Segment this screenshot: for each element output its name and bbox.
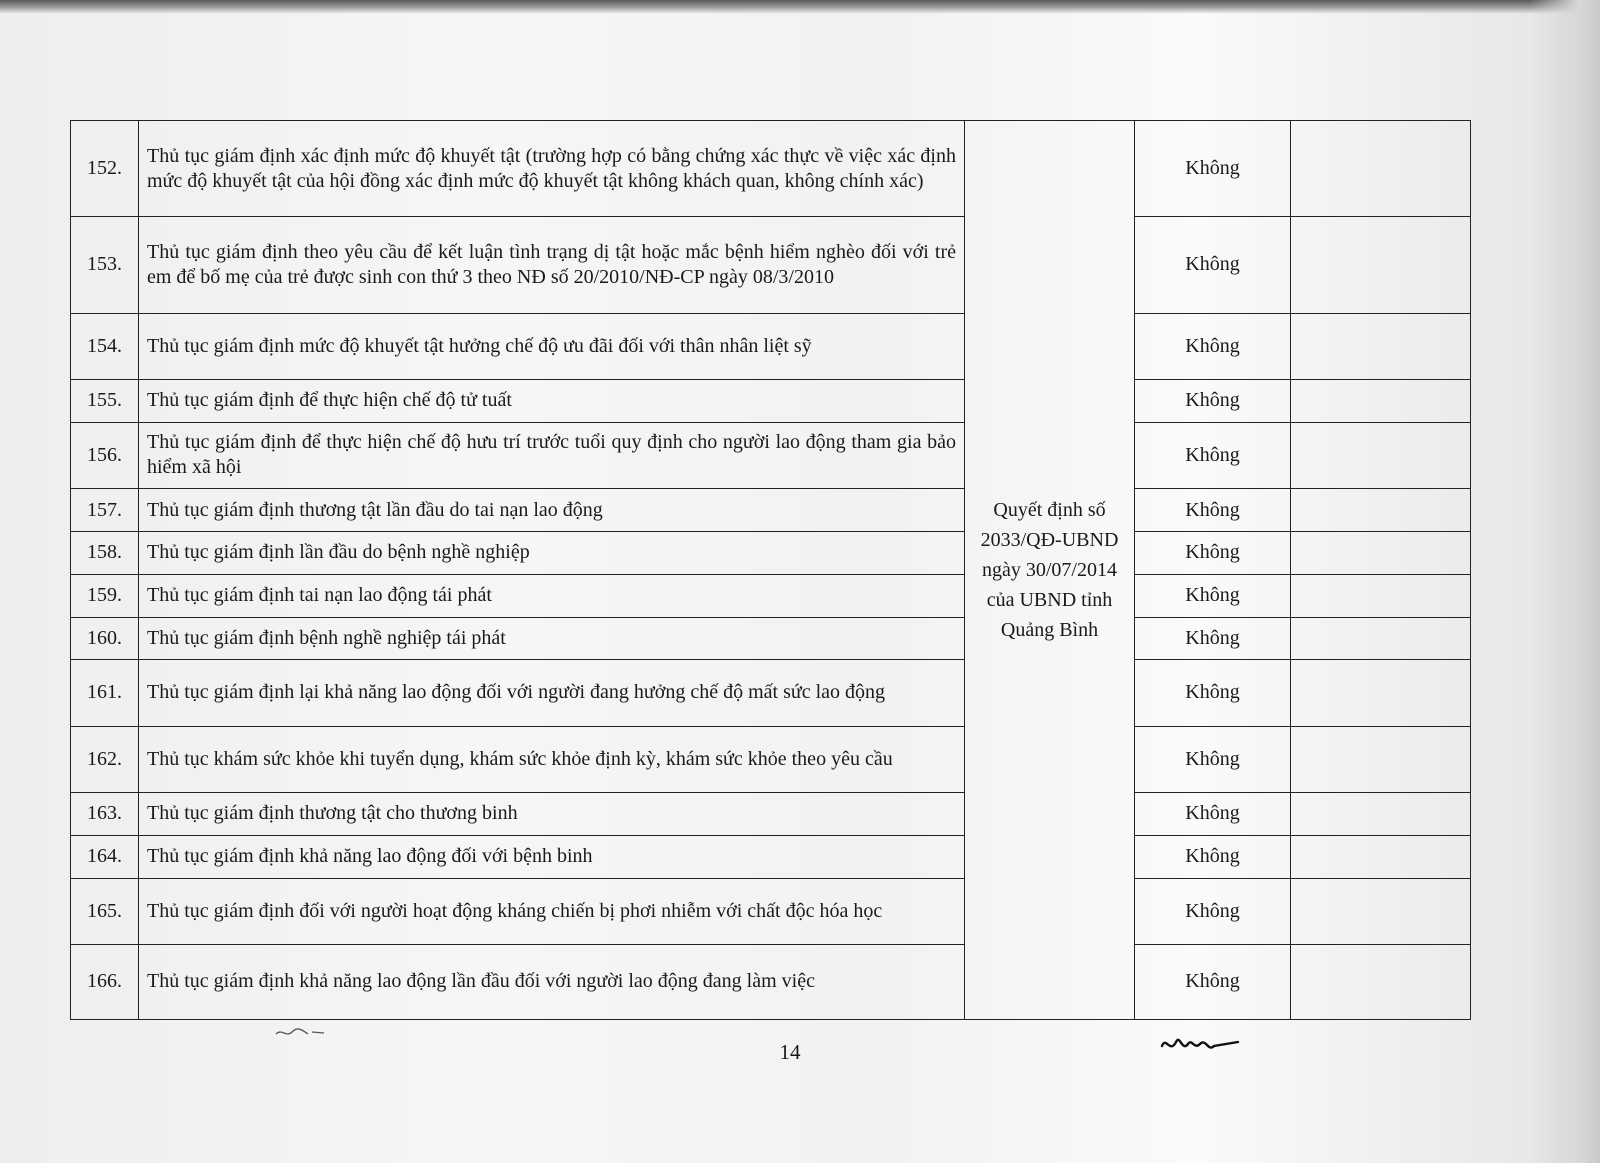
table-row xyxy=(71,379,1471,422)
procedure-name: Thủ tục giám định thương tật lần đầu do tai nạn lao động xyxy=(139,489,965,532)
row-number: 162. xyxy=(71,726,139,792)
table-row xyxy=(71,489,1471,532)
row-number: 164. xyxy=(71,835,139,878)
decision-line: Quyết định số xyxy=(993,499,1106,521)
empty-cell xyxy=(1291,835,1471,878)
procedure-name: Thủ tục giám định xác định mức độ khuyết tật (trường hợp có bằng chứng xác thực về việc xác định mức độ khuyết tật của hội đồng xác định mức độ khuyết tật không khách quan, không chính xác) xyxy=(139,121,965,217)
row-number: 155. xyxy=(71,379,139,422)
fee-cell: Không xyxy=(1135,574,1291,617)
procedure-name: Thủ tục giám định thương tật cho thương binh xyxy=(139,792,965,835)
table-row xyxy=(71,121,1471,217)
row-number: 165. xyxy=(71,878,139,944)
table-row xyxy=(71,878,1471,944)
procedure-name: Thủ tục giám định lần đầu do bệnh nghề nghiệp xyxy=(139,531,965,574)
fee-cell: Không xyxy=(1135,792,1291,835)
fee-cell: Không xyxy=(1135,422,1291,488)
decision-cell xyxy=(965,121,1135,1020)
row-number: 153. xyxy=(71,217,139,313)
procedure-name: Thủ tục giám định theo yêu cầu để kết luận tình trạng dị tật hoặc mắc bệnh hiểm nghèo đối với trẻ em để bố mẹ của trẻ được sinh con thứ 3 theo NĐ số 20/2010/NĐ-CP ngày 08/3/2010 xyxy=(139,217,965,313)
empty-cell xyxy=(1291,878,1471,944)
row-number: 157. xyxy=(71,489,139,532)
scan-shadow-top xyxy=(0,0,1600,14)
table-row xyxy=(71,835,1471,878)
fee-cell: Không xyxy=(1135,379,1291,422)
fee-cell: Không xyxy=(1135,531,1291,574)
procedure-name: Thủ tục giám định mức độ khuyết tật hưởng chế độ ưu đãi đối với thân nhân liệt sỹ xyxy=(139,313,965,379)
procedure-name: Thủ tục giám định tai nạn lao động tái phát xyxy=(139,574,965,617)
row-number: 166. xyxy=(71,944,139,1019)
table-row xyxy=(71,660,1471,726)
empty-cell xyxy=(1291,422,1471,488)
empty-cell xyxy=(1291,489,1471,532)
empty-cell xyxy=(1291,121,1471,217)
row-number: 161. xyxy=(71,660,139,726)
table-row xyxy=(71,617,1471,660)
pen-mark xyxy=(272,1022,332,1042)
procedures-table xyxy=(70,120,1471,1020)
row-number: 159. xyxy=(71,574,139,617)
empty-cell xyxy=(1291,617,1471,660)
row-number: 158. xyxy=(71,531,139,574)
row-number: 160. xyxy=(71,617,139,660)
empty-cell xyxy=(1291,531,1471,574)
fee-cell: Không xyxy=(1135,313,1291,379)
procedure-name: Thủ tục giám định để thực hiện chế độ hưu trí trước tuổi quy định cho người lao động tham gia bảo hiểm xã hội xyxy=(139,422,965,488)
row-number: 163. xyxy=(71,792,139,835)
empty-cell xyxy=(1291,660,1471,726)
decision-line: 2033/QĐ-UBND xyxy=(980,529,1119,551)
empty-cell xyxy=(1291,379,1471,422)
table-row xyxy=(71,422,1471,488)
fee-cell: Không xyxy=(1135,121,1291,217)
empty-cell xyxy=(1291,726,1471,792)
fee-cell: Không xyxy=(1135,489,1291,532)
table-row xyxy=(71,944,1471,1019)
table-row xyxy=(71,792,1471,835)
procedure-name: Thủ tục giám định khả năng lao động đối với bệnh binh xyxy=(139,835,965,878)
procedure-name: Thủ tục giám định bệnh nghề nghiệp tái phát xyxy=(139,617,965,660)
decision-line: Quảng Bình xyxy=(1000,619,1099,641)
procedure-name: Thủ tục giám định lại khả năng lao động đối với người đang hưởng chế độ mất sức lao động xyxy=(139,660,965,726)
procedure-name: Thủ tục giám định đối với người hoạt động kháng chiến bị phơi nhiễm với chất độc hóa học xyxy=(139,878,965,944)
procedure-name: Thủ tục khám sức khỏe khi tuyển dụng, khám sức khỏe định kỳ, khám sức khỏe theo yêu cầu xyxy=(139,726,965,792)
empty-cell xyxy=(1291,574,1471,617)
fee-cell: Không xyxy=(1135,617,1291,660)
fee-cell: Không xyxy=(1135,217,1291,313)
fee-cell: Không xyxy=(1135,835,1291,878)
row-number: 154. xyxy=(71,313,139,379)
fee-cell: Không xyxy=(1135,726,1291,792)
fee-cell: Không xyxy=(1135,878,1291,944)
page-fold-right xyxy=(1530,0,1600,1163)
page-number: 14 xyxy=(779,1040,801,1064)
table-row xyxy=(71,726,1471,792)
procedure-name: Thủ tục giám định khả năng lao động lần đầu đối với người lao động đang làm việc xyxy=(139,944,965,1019)
empty-cell xyxy=(1291,944,1471,1019)
table-row xyxy=(71,531,1471,574)
handwritten-signature xyxy=(1160,1030,1240,1058)
empty-cell xyxy=(1291,217,1471,313)
table-row xyxy=(71,574,1471,617)
procedure-name: Thủ tục giám định để thực hiện chế độ tử tuất xyxy=(139,379,965,422)
table-row xyxy=(71,217,1471,313)
decision-line: ngày 30/07/2014 xyxy=(982,559,1117,581)
row-number: 152. xyxy=(71,121,139,217)
fee-cell: Không xyxy=(1135,660,1291,726)
empty-cell xyxy=(1291,313,1471,379)
fee-cell: Không xyxy=(1135,944,1291,1019)
table-row xyxy=(71,313,1471,379)
decision-line: của UBND tỉnh xyxy=(986,589,1113,611)
empty-cell xyxy=(1291,792,1471,835)
row-number: 156. xyxy=(71,422,139,488)
